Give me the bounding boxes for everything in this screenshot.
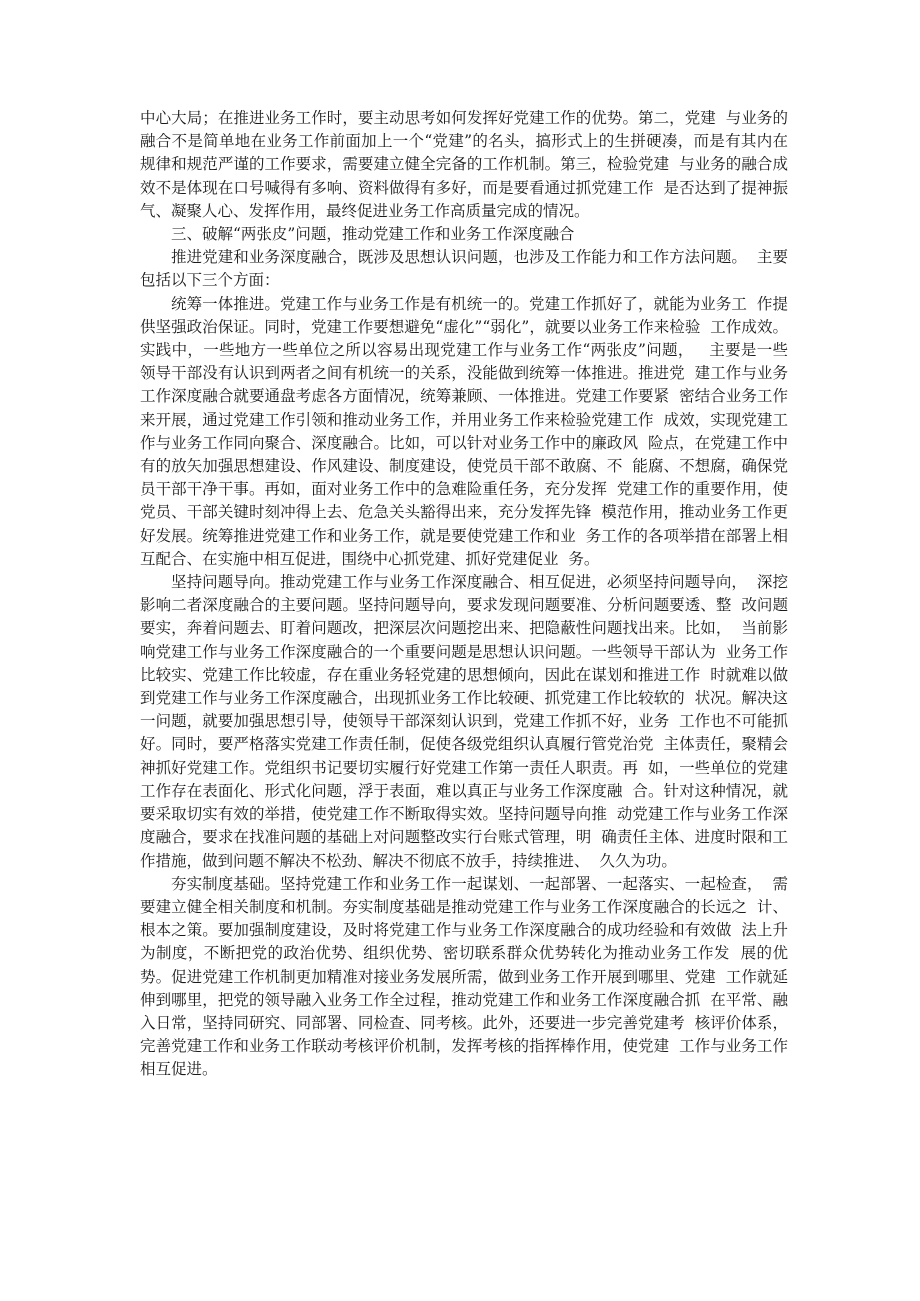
paragraph-institutional-foundation: 夯实制度基础。坚持党建工作和业务工作一起谋划、一起部署、一起落实、一起检查， 需要建立健全相关制度和机制。夯实制度基础是推动党建工作与业务工作深度融合的长远之 计、根本之策。要加强制度建设，及时将党建工作与业务工作深度融合的成功经验和有效做 法上升为制度，不断把党的政治优势、组织优势、密切联系群众优势转化为推动业务工作发 展的优势。促进党建工作机制更加精准对接业务发展所需，做到业务工作开展到哪里、党建 工作就延伸到哪里，把党的领导融入业务工作全过程，推动党建工作和业务工作深度融合抓 在平常、融入日常，坚持同研究、同部署、同检查、同考核。此外，还要进一步完善党建考 核评价体系，完善党建工作和业务工作联动考核评价机制，发挥考核的指挥棒作用，使党建 工作与业务工作相互促进。 [140,874,788,1079]
section-heading: 三、破解“两张皮”问题，推动党建工作和业务工作深度融合 [171,225,575,244]
paragraph-problem-orientation: 坚持问题导向。推动党建工作与业务工作深度融合、相互促进，必须坚持问题导向， 深挖影响二者深度融合的主要问题。坚持问题导向，要求发现问题要准、分析问题要透、整 改问题要实，奔着问题去、盯着问题改，把深层次问题挖出来、把隐蔽性问题找出来。比如， 当前影响党建工作与业务工作深度融合的一个重要问题是思想认识问题。一些领导干部认为 业务工作比较实、党建工作比较虚，存在重业务轻党建的思想倾向，因此在谋划和推进工作 时就难以做到党建工作与业务工作深度融合，出现抓业务工作比较硬、抓党建工作比较软的 状况。解决这一问题，就要加强思想引导，使领导干部深刻认识到，党建工作抓不好，业务 工作也不可能抓好。同时，要严格落实党建工作责任制，促使各级党组织认真履行管党治党 主体责任，聚精会神抓好党建工作。党组织书记要切实履行好党建工作第一责任人职责。再 如，一些单位的党建工作存在表面化、形式化问题，浮于表面，难以真正与业务工作深度融 合。针对这种情况，就要采取切实有效的举措，使党建工作不断取得实效。坚持问题导向推 动党建工作与业务工作深度融合，要求在找准问题的基础上对问题整改实行台账式管理，明 确责任主体、进度时限和工作措施，做到问题不解决不松劲、解决不彻底不放手，持续推进、 久久为功。 [140,573,788,870]
paragraph-continuation: 中心大局；在推进业务工作时，要主动思考如何发挥好党建工作的优势。第二，党建 与业务的融合不是简单地在业务工作前面加上一个“党建”的名头，搞形式上的生拼硬凑，而是有其内在规律和规范严谨的工作要求，需要建立健全完备的工作机制。第三，检验党建 与业务的融合成效不是体现在口号喊得有多响、资料做得有多好，而是要看通过抓党建工作 是否达到了提神振气、凝聚人心、发挥作用，最终促进业务工作高质量完成的情况。 [140,109,788,220]
document-body [140,107,788,1082]
paragraph-unified-promotion: 统筹一体推进。党建工作与业务工作是有机统一的。党建工作抓好了，就能为业务工 作提供坚强政治保证。同时，党建工作要想避免“虚化”“弱化”，就要以业务工作来检验 工作成效。实践中，一些地方一些单位之所以容易出现党建工作与业务工作“两张皮”问题， 主要是一些领导干部没有认识到两者之间有机统一的关系，没能做到统筹一体推进。推进党 建工作与业务工作深度融合就要通盘考虑各方面情况，统筹兼顾、一体推进。党建工作要紧 密结合业务工作来开展，通过党建工作引领和推动业务工作，并用业务工作来检验党建工作 成效，实现党建工作与业务工作同向聚合、深度融合。比如，可以针对业务工作中的廉政风 险点，在党建工作中有的放矢加强思想建设、作风建设、制度建设，使党员干部不敢腐、不 能腐、不想腐，确保党员干部干净干事。再如，面对业务工作中的急难险重任务，充分发挥 党建工作的重要作用，使党员、干部关键时刻冲得上去、危急关头豁得出来，充分发挥先锋 模范作用，推动业务工作更好发展。统筹推进党建工作和业务工作，就是要使党建工作和业 务工作的各项举措在部署上相互配合、在实施中相互促进，围绕中心抓党建、抓好党建促业 务。 [140,294,788,568]
paragraph-intro: 推进党建和业务深度融合，既涉及思想认识问题，也涉及工作能力和工作方法问题。 主要包括以下三个方面： [140,248,788,290]
